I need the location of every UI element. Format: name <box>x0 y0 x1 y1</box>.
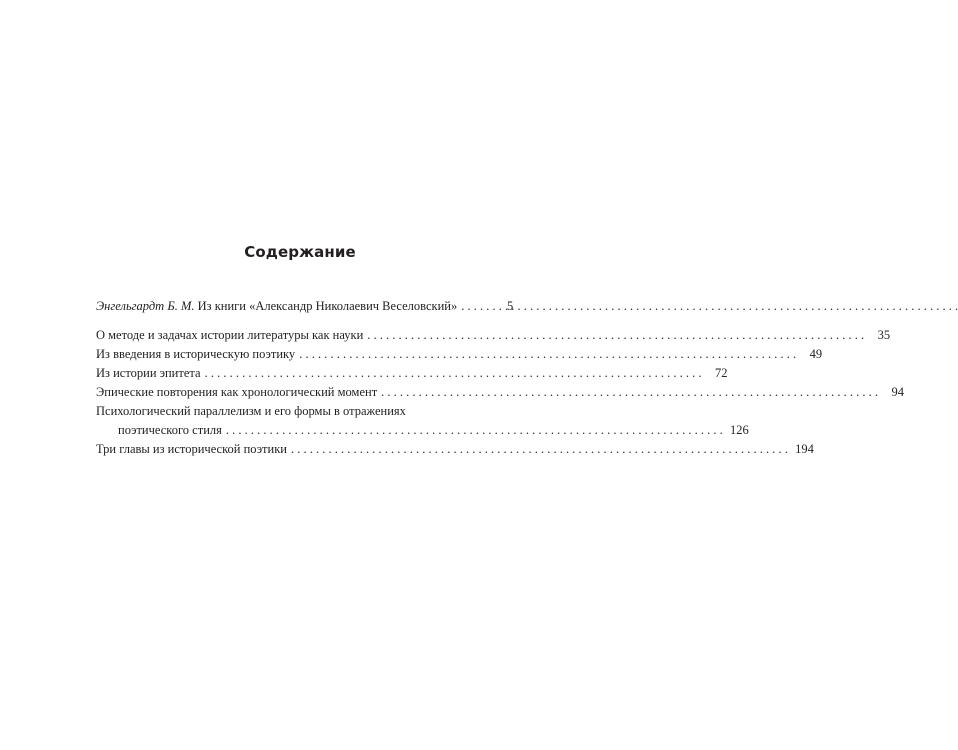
toc-page-number: 35 <box>877 328 891 342</box>
toc-entry-wrapped[interactable] <box>96 402 749 440</box>
toc-entry[interactable] <box>96 440 814 459</box>
toc-page-number: 126 <box>730 423 749 437</box>
toc-entry-label-line2: поэтического стиля <box>118 423 222 437</box>
dot-leader <box>205 364 702 383</box>
toc-entry-line2 <box>96 421 749 440</box>
section-gap <box>96 316 492 326</box>
toc-entry-text: Из книги «Александр Николаевич Веселовский» <box>197 299 458 313</box>
toc-entry-label: О методе и задачах истории литературы как науки <box>96 328 364 342</box>
toc-entry-label <box>96 297 457 316</box>
toc-page-number: 49 <box>809 347 823 361</box>
toc-page-number: 72 <box>714 366 728 380</box>
dot-leader <box>381 383 878 402</box>
dot-leader <box>461 297 487 316</box>
toc-entry-label-line1: Психологический параллелизм и его формы в отражениях <box>96 404 406 418</box>
toc-page-number: 94 <box>891 385 905 399</box>
toc-entry[interactable] <box>96 345 823 364</box>
toc-page-number: 5 <box>506 299 514 313</box>
toc-entry-preface[interactable] <box>96 297 514 316</box>
page-title: Содержание <box>244 243 356 261</box>
toc-entry-label: Из введения в историческую поэтику <box>96 347 296 361</box>
toc-entry-label: Три главы из исторической поэтики <box>96 442 287 456</box>
toc-entry[interactable] <box>96 383 905 402</box>
dot-leader <box>226 421 723 440</box>
toc-entry[interactable] <box>96 364 728 383</box>
toc-entry[interactable] <box>96 326 891 345</box>
toc-entry-author: Энгельгардт Б. М. <box>96 299 195 313</box>
table-of-contents <box>96 297 905 459</box>
dot-leader <box>367 326 864 345</box>
dot-leader <box>299 345 796 364</box>
toc-entry-label: Эпические повторения как хронологический момент <box>96 385 378 399</box>
toc-page-number: 194 <box>795 442 814 456</box>
toc-entry-label: Из истории эпитета <box>96 366 201 380</box>
dot-leader <box>291 440 788 459</box>
